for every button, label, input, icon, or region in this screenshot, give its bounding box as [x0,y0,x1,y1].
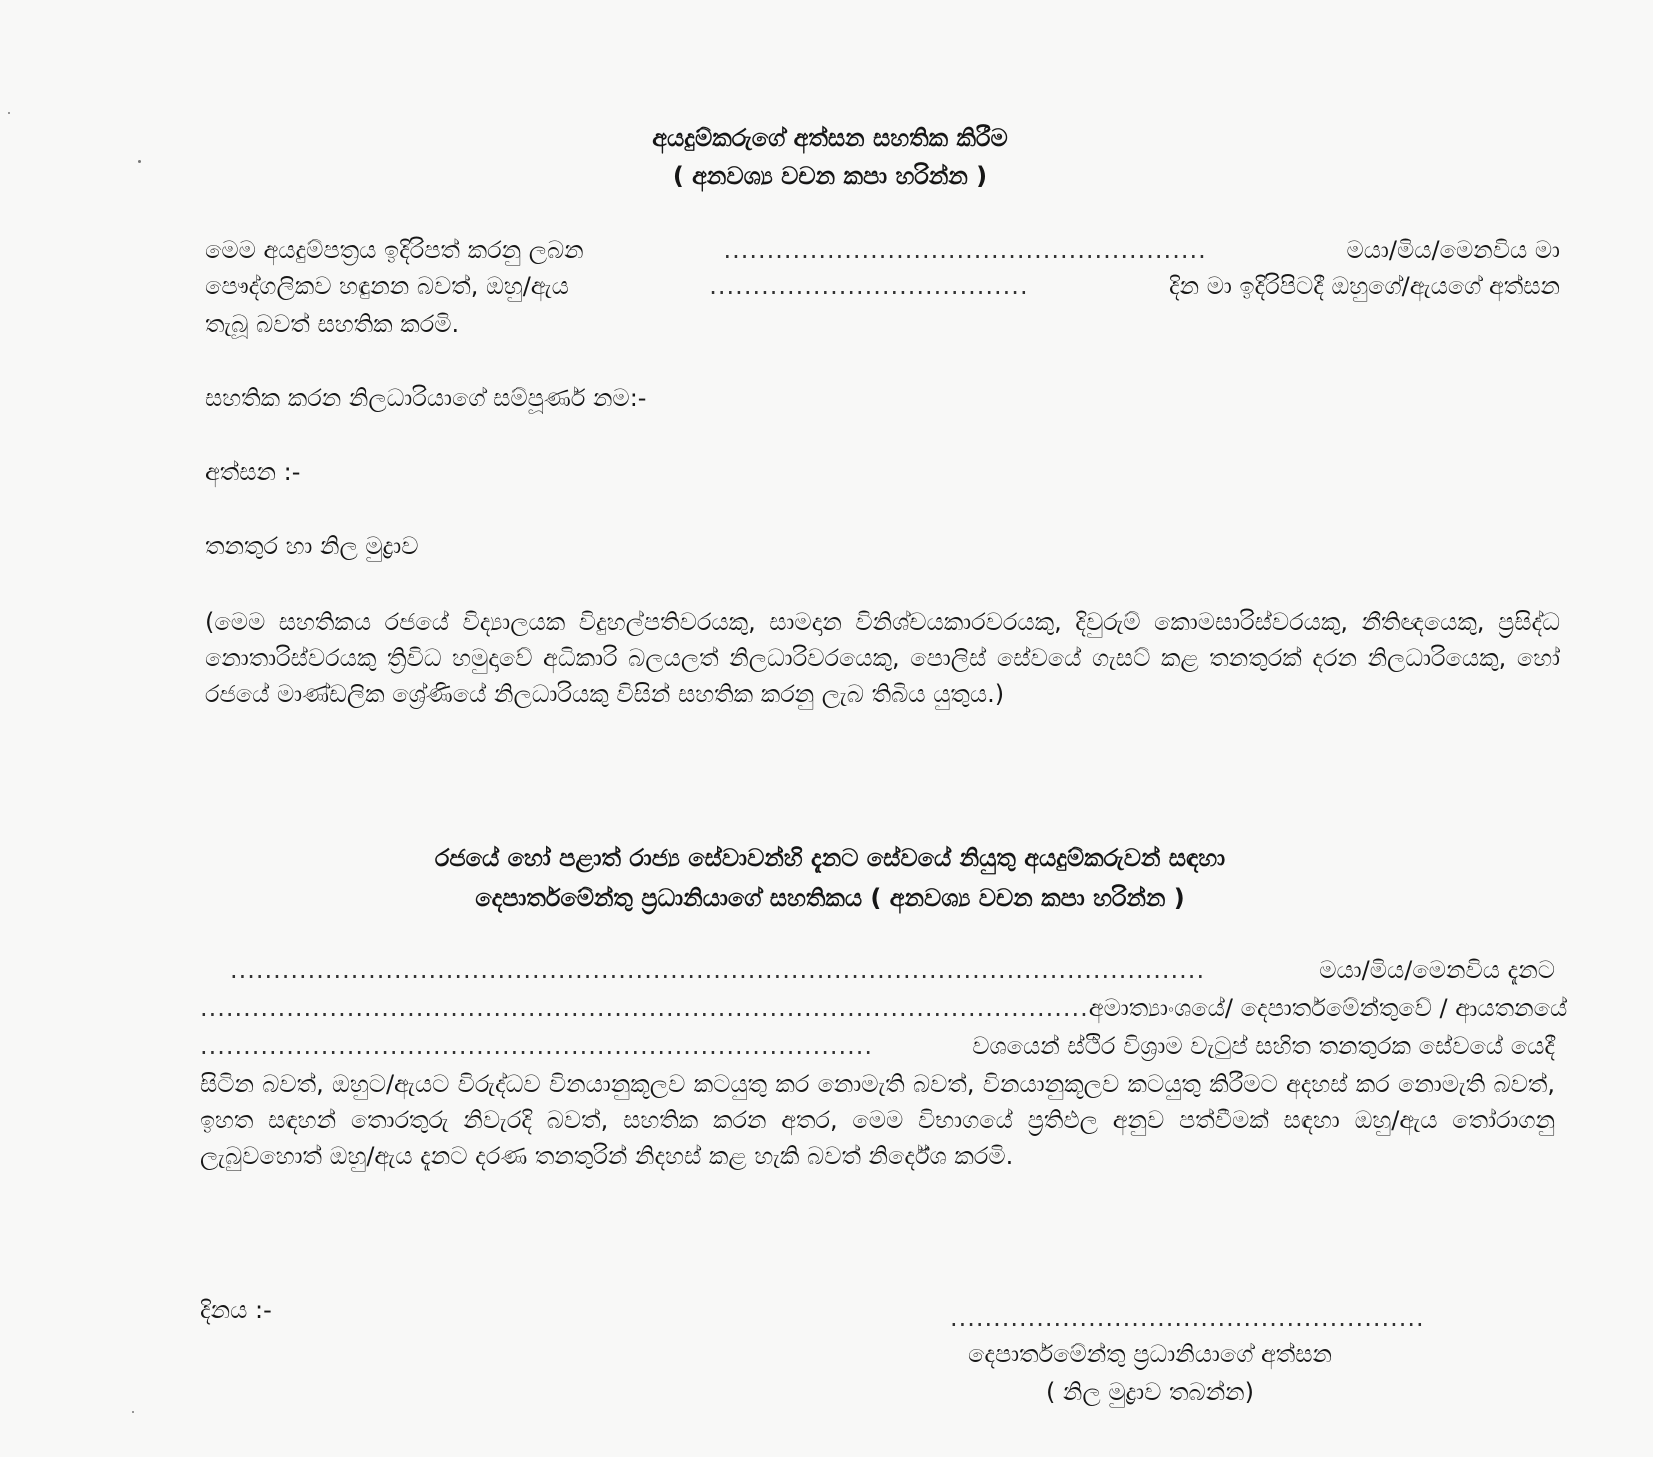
eligible-officers-note: (මෙම සහතිකය රජයේ විද්‍යාලයක විදුහල්පතිවරයකු, සාමදාන විනිශ්චයකාරවරයකු, දිවුරුම් කොමසාරිස්වරයකු, නීතිඥයෙකු, ප්‍රසිද්ධ නොතාරිස්වරයකු ත්‍රිවිධ හමුදාවේ අධිකාරි බලයලත් නිලධාරිවරයෙකු, පොලිස් සේවයේ ගැසට් කළ තනතුරක් දරන නිලධාරියෙකු, හෝ රජයේ මාණ්ඩලික ශ්‍රේණියේ නිලධාරියකු විසින් සහතික කරනු ලැබ තිබිය යුතුය.) [205,608,1560,708]
head-signature-blank: ....................................................... [950,1304,1425,1332]
post-and-seal-label: තනතුර හා නිල මුද්‍රාව [205,532,419,560]
section2-body: සිටින බවත්, ඔහුට/ඇයට විරුද්ධව විනයානුකූලව කටයුතු කර නොමැති බවත්, විනයානුකූලව කටයුතු කිරීමට අදහස් කර නොමැති බවත්, ඉහත සඳහන් තොරතුරු නිවැරදි බවත්, සහතික කරන අතර, මෙම විභාගයේ ප්‍රතිඵල අනුව පත්වීමක් සඳහා ඔහු/ඇය තෝරාගනු ලැබුවහොත් ඔහු/ඇය දැනට දරණ තනතුරින් නිදහස් කළ හැකි බවත් නිර්දේශ කරමි. [200,1070,1555,1170]
head-signature-label: දෙපාර්තමේන්තු ප්‍රධානියාගේ අත්සන [967,1340,1333,1368]
section2-line1-end: මයා/මිය/මෙනවිය දැනට [1319,956,1555,984]
designation-blank: .............................................................................. [200,1032,874,1060]
section2-line1 [230,952,1555,988]
section1-line2-start: පෞද්ගලිකව හඳුනන බවත්, ඔහු/ඇය [205,272,569,300]
section2-line3 [200,1028,1555,1064]
section2-line2 [200,990,1568,1026]
scan-speck [138,160,141,163]
section2-line3-end: වශයෙන් ස්ථිර විශ්‍රාම වැටුප් සහිත තනතුරක සේවයේ යෙදී [972,1032,1555,1060]
employee-name-blank: ................................................................................................................. [230,956,1206,984]
section1-line1-end: මයා/මිය/මෙනවිය මා [1346,236,1560,264]
seal-instruction: ( නිල මුද්‍රාව තබන්න) [1045,1378,1255,1406]
section1-title: අයදුම්කරුගේ අත්සන සහතික කිරීම [652,124,1008,152]
applicant-name-blank: ........................................................ [723,236,1207,264]
scan-speck [132,1411,134,1413]
section2-line2-end: අමාත්‍යාංශයේ/ දෙපාර්තමේන්තුවේ / ආයතනයේ [1088,994,1568,1022]
section1-line1 [205,232,1560,268]
date-label: දිනය :- [200,1296,272,1324]
section1-subtitle: ( අනවශ්‍ය වචන කපා හරින්න ) [672,162,988,190]
institution-blank: ....................................................................................................... [200,994,1089,1022]
signature-label: අත්සන :- [205,458,301,486]
section1-line2-end: දින මා ඉදිරිපිටදී ඔහුගේ/ඇයගේ අත්සන [1168,272,1560,300]
section1-line1-start: මෙම අයදුම්පත්‍රය ඉදිරිපත් කරනු ලබන [205,236,584,264]
section2-title-line2: දෙපාර්තමේන්තු ප්‍රධානියාගේ සහතිකය ( අනවශ්‍ය වචන කපා හරින්න ) [475,884,1185,912]
certifying-officer-name-label: සහතික කරන නිලධාරියාගේ සම්පූර්ණ නම:- [205,384,647,412]
date-blank: ..................................... [709,272,1029,300]
section1-line2 [205,268,1560,304]
section2-title-line1: රජයේ හෝ පළාත් රාජ්‍ය සේවාවන්හි දැනට සේවයේ නියුතු අයදුම්කරුවන් සඳහා [434,844,1226,872]
scan-speck [8,112,10,114]
section1-line3: තැබූ බවත් සහතික කරමි. [205,310,460,338]
